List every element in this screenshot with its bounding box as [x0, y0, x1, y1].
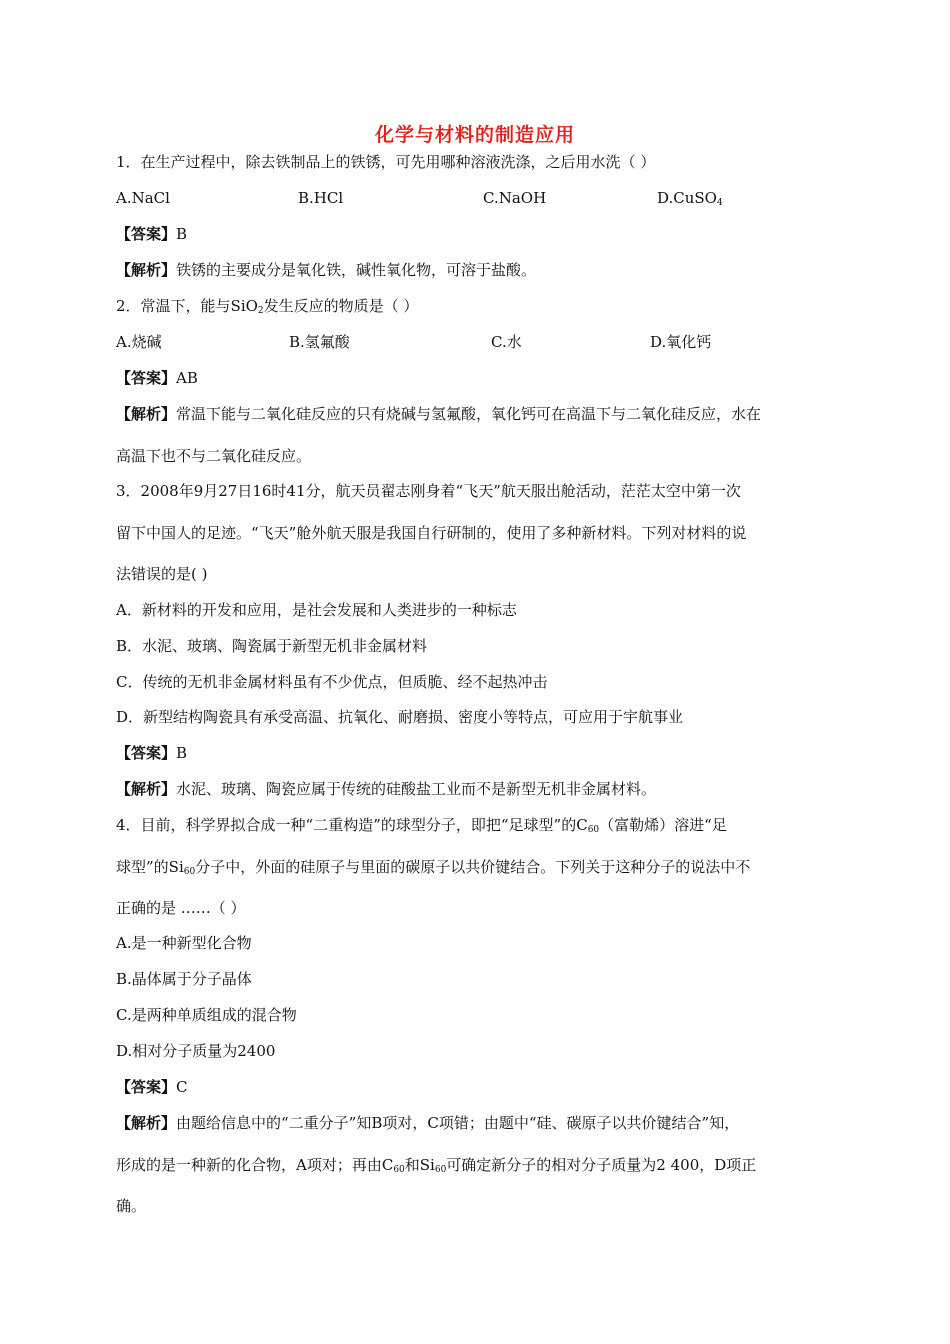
- q3-option-b: B．水泥、玻璃、陶瓷属于新型无机非金属材料: [116, 637, 428, 655]
- q4-stem-line-3: 正确的是 ……（ ）: [116, 899, 246, 917]
- analysis-tag: 【解析】: [116, 405, 177, 423]
- q2-option-a: A.烧碱: [116, 333, 162, 351]
- q1-answer: 【答案】B: [116, 225, 188, 243]
- q4-option-c: C.是两种单质组成的混合物: [116, 1006, 297, 1024]
- q3-stem-line-2: 留下中国人的足迹。“飞天”舱外航天服是我国自行研制的，使用了多种新材料。下列对材料的说: [116, 524, 747, 542]
- answer-tag: 【答案】: [116, 225, 177, 243]
- q4-stem-line-1: 4．目前，科学界拟合成一种“二重构造”的球型分子，即把“足球型”的$C_{60}$（富勒烯）溶进“足: [116, 816, 727, 835]
- q3-option-d: D．新型结构陶瓷具有承受高温、抗氧化、耐磨损、密度小等特点，可应用于宇航事业: [116, 708, 684, 726]
- q2-answer: 【答案】AB: [116, 369, 198, 387]
- q3-stem-line-1: 3．2008年9月27日16时41分，航天员翟志刚身着“飞天”航天服出舱活动，茫茫太空中第一次: [116, 482, 741, 500]
- q2-analysis-line-2: 高温下也不与二氧化硅反应。: [116, 447, 312, 465]
- q1-analysis: 【解析】铁锈的主要成分是氧化铁，碱性氧化物，可溶于盐酸。: [116, 261, 537, 279]
- q4-option-a: A.是一种新型化合物: [116, 934, 252, 952]
- q3-option-c: C．传统的无机非金属材料虽有不少优点，但质脆、经不起热冲击: [116, 673, 548, 691]
- q4-analysis-line-1: 【解析】由题给信息中的“二重分子”知B项对，C项错；由题中“硅、碳原子以共价键结合”知，: [116, 1114, 740, 1132]
- page-title: 化学与材料的制造应用: [374, 124, 575, 146]
- q2-option-b: B.氢氟酸: [289, 333, 350, 351]
- q1-option-a: A.NaCl: [116, 189, 170, 207]
- q1-option-b: B.HCl: [298, 189, 344, 207]
- q3-option-a: A．新材料的开发和应用，是社会发展和人类进步的一种标志: [116, 601, 517, 619]
- q4-analysis-line-3: 确。: [116, 1197, 147, 1215]
- q1-option-c: C.NaOH: [483, 189, 547, 207]
- analysis-tag: 【解析】: [116, 780, 177, 798]
- q2-analysis-line-1: 【解析】常温下能与二氧化硅反应的只有烧碱与氢氟酸，氧化钙可在高温下与二氧化硅反应，水在: [116, 405, 762, 423]
- q1-stem: 1．在生产过程中，除去铁制品上的铁锈，可先用哪种溶液洗涤，之后用水洗（ ）: [116, 153, 656, 171]
- q3-stem-line-3: 法错误的是( ): [116, 565, 208, 583]
- q4-option-d: D.相对分子质量为2400: [116, 1042, 276, 1060]
- q2-stem: 2．常温下，能与SiO$_2$发生反应的物质是（ ）: [116, 297, 419, 316]
- q4-stem-line-2: 球型”的$Si_{60}$分子中，外面的硅原子与里面的碳原子以共价键结合。下列关于这种分子的说法中不: [116, 858, 751, 877]
- answer-tag: 【答案】: [116, 744, 177, 762]
- q3-analysis: 【解析】水泥、玻璃、陶瓷应属于传统的硅酸盐工业而不是新型无机非金属材料。: [116, 780, 657, 798]
- q1-option-d: D.CuSO$_4$: [657, 189, 723, 208]
- answer-tag: 【答案】: [116, 369, 177, 387]
- analysis-tag: 【解析】: [116, 261, 177, 279]
- q4-answer: 【答案】C: [116, 1078, 188, 1096]
- analysis-tag: 【解析】: [116, 1114, 177, 1132]
- q2-option-c: C.水: [491, 333, 522, 351]
- q4-option-b: B.晶体属于分子晶体: [116, 970, 252, 988]
- q3-answer: 【答案】B: [116, 744, 188, 762]
- answer-tag: 【答案】: [116, 1078, 177, 1096]
- q2-option-d: D.氧化钙: [650, 333, 712, 351]
- q4-analysis-line-2: 形成的是一种新的化合物，A项对；再由$C_{60}$和$Si_{60}$可确定新分子的相对分子质量为2 400，D项正: [116, 1156, 757, 1175]
